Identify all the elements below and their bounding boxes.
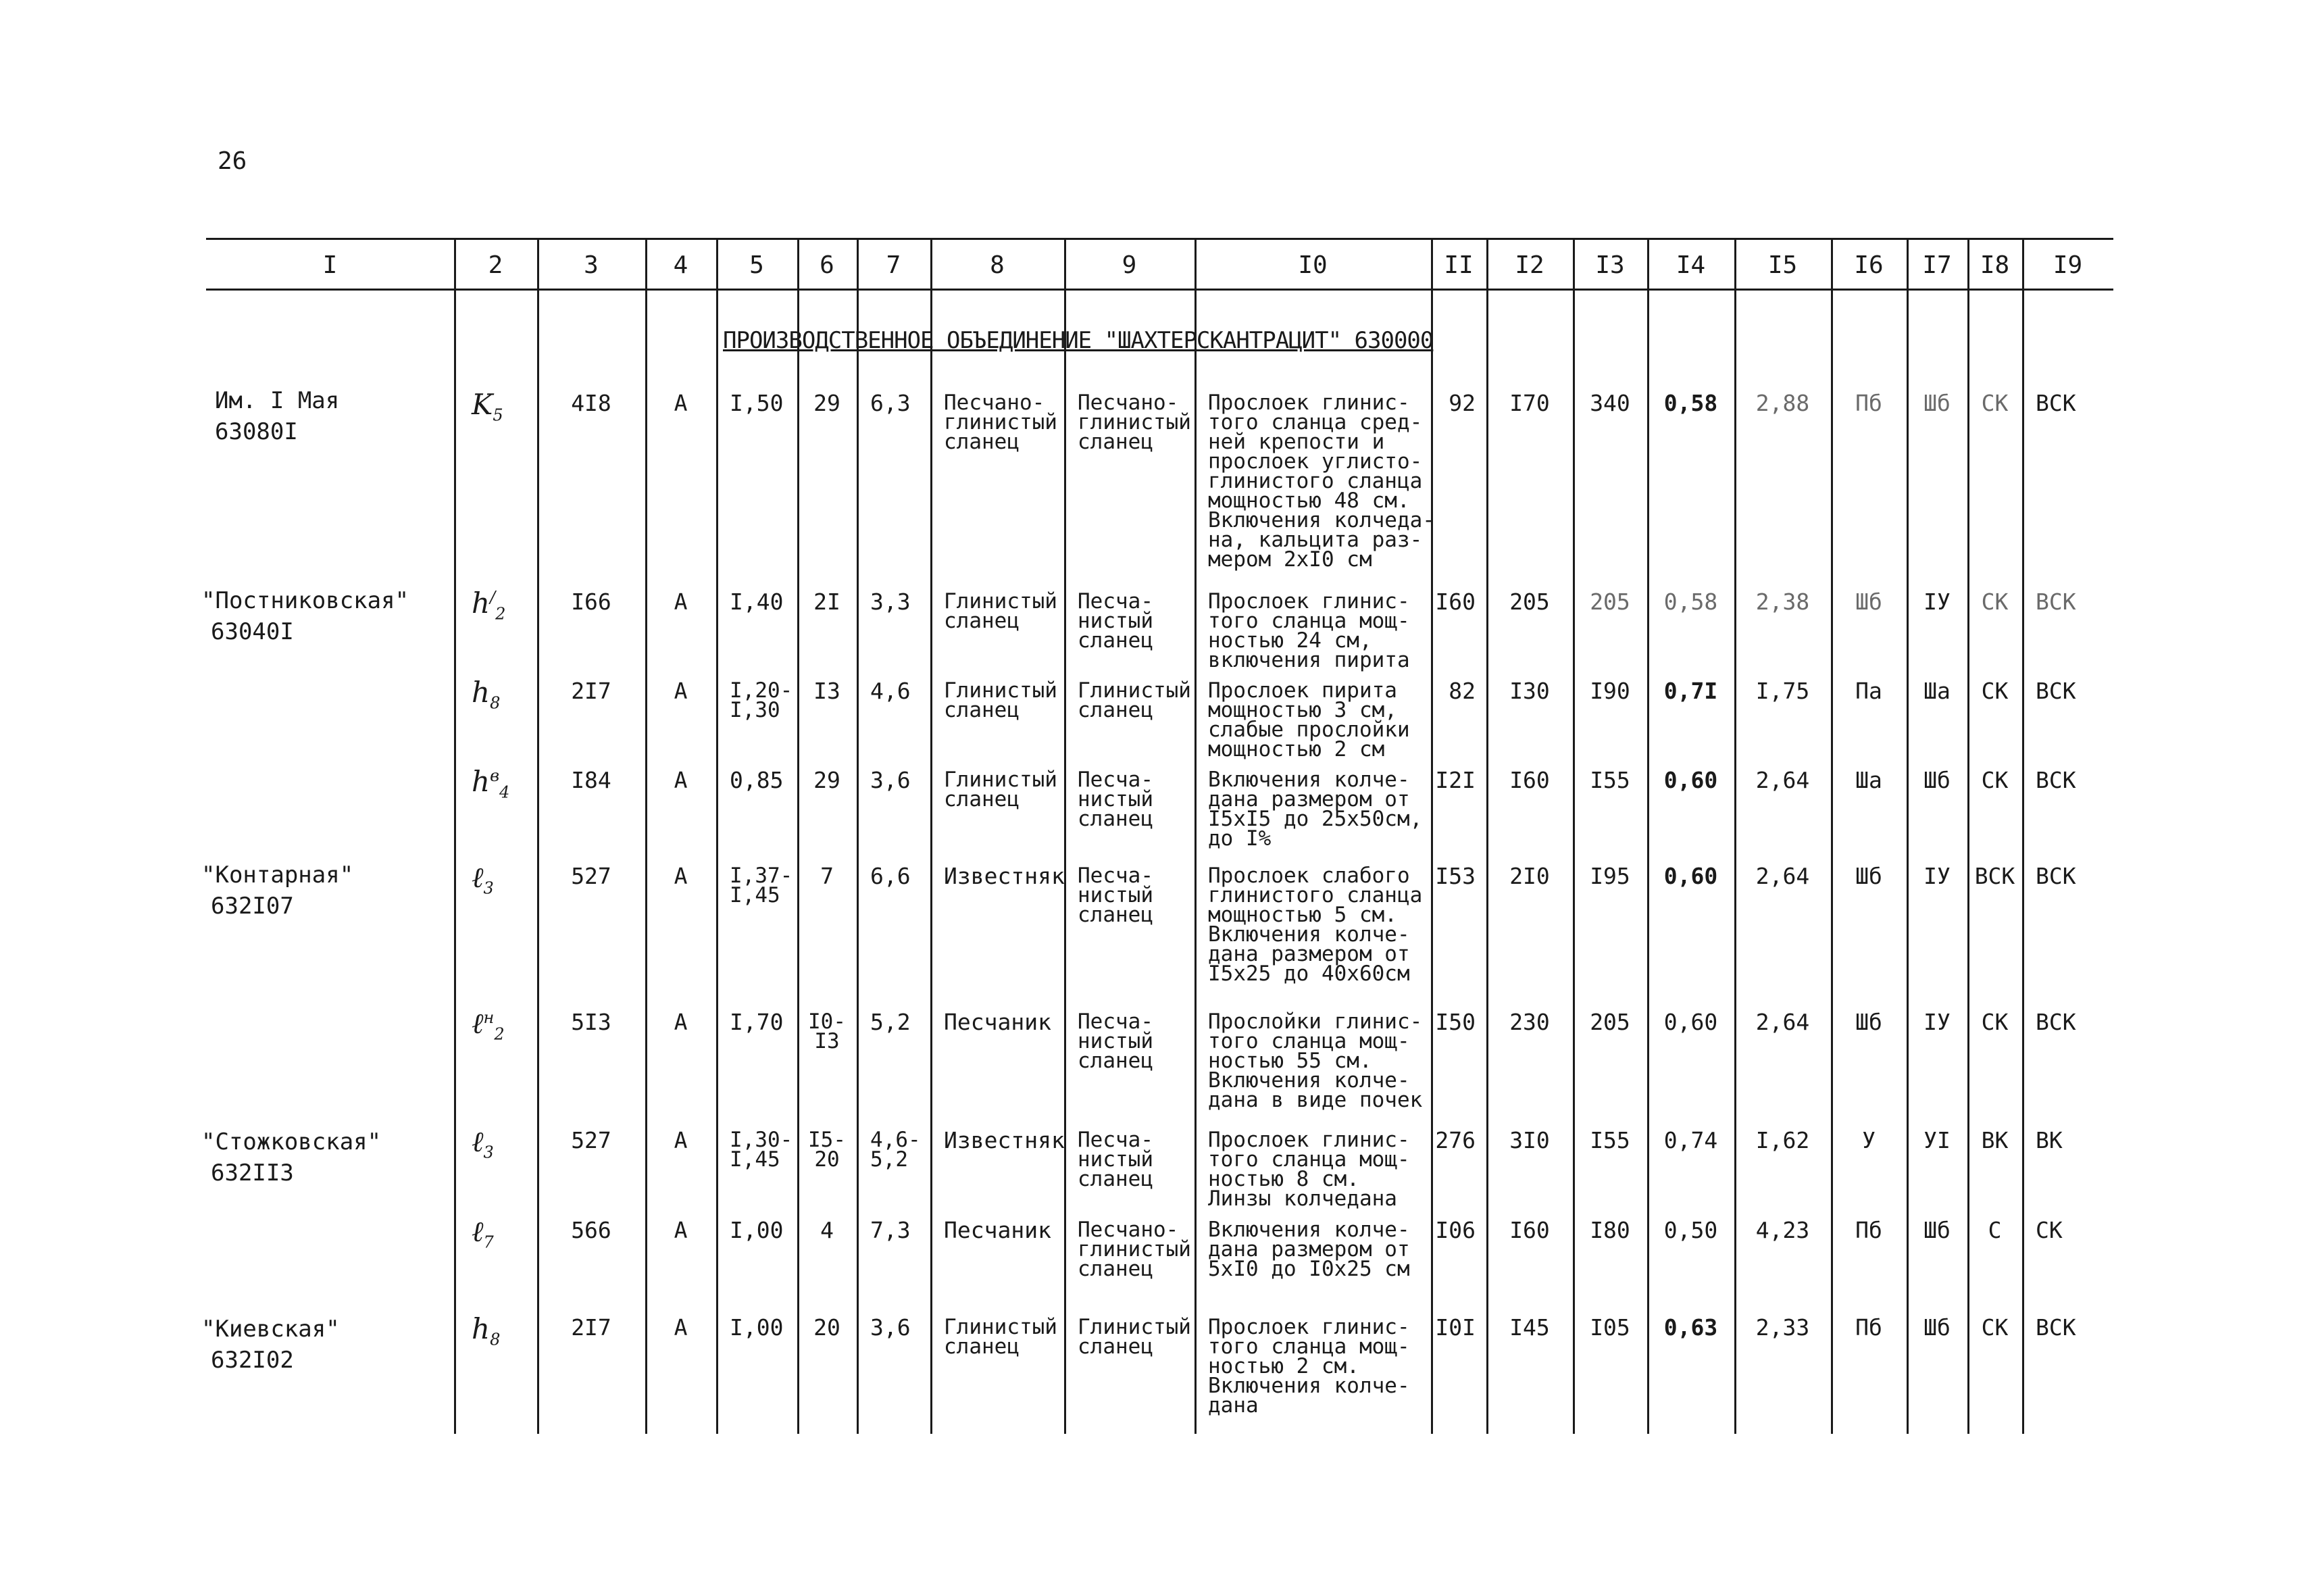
cell-c10: Включения колче- дана размером от 5хI0 до I0х25 см [1208,1218,1410,1281]
column-header: I6 [1854,251,1884,279]
column-rule [1486,238,1488,1434]
cell-c19: ВК [2036,1127,2063,1153]
cell-c11: I0I [1435,1314,1476,1341]
header-bottom-rule [206,289,2113,291]
cell-c12: 2I0 [1509,863,1550,889]
cell-c11: 82 [1449,678,1476,704]
cell-c10: Включения колче- дана размером от I5хI5 до 25х50см, до I% [1208,768,1423,851]
cell-c16: Шб [1855,1009,1882,1035]
cell-c17: УI [1923,1127,1951,1153]
cell-c19: ВСК [2036,1314,2076,1341]
cell-c15: 4,23 [1755,1217,1810,1243]
cell-c5: I,00 [730,1217,784,1243]
cell-c10: Прослоек глинис- того сланца мощ- ностью 24 см, включения пирита [1208,589,1410,672]
cell-c3: 2I7 [571,1314,611,1341]
cell-c14: 0,60 [1663,767,1718,793]
cell-c17: Шб [1923,1314,1951,1341]
cell-c12: I45 [1509,1314,1550,1341]
cell-c3: 527 [571,1127,611,1153]
cell-c17: Шб [1923,1217,1951,1243]
column-rule [1967,238,1969,1434]
cell-c16: Шб [1855,863,1882,889]
cell-c10: Прослоек пирита мощностью 3 см, слабые прослойки мощностью 2 см [1208,678,1410,762]
cell-c12: 205 [1509,589,1550,615]
cell-c11: 92 [1449,390,1476,416]
cell-c13: 205 [1590,1009,1630,1035]
cell-c8: Глинистый сланец [944,1315,1057,1359]
mine-label [215,385,339,447]
column-rule [454,238,456,1434]
cell-c9: Песча- нистый сланец [1078,768,1153,831]
cell-c16: Пб [1855,1314,1882,1341]
mine-name: "Постниковская" [201,587,409,614]
cell-c4: А [674,390,688,416]
cell-c9: Песчано- глинистый сланец [1078,1218,1191,1281]
cell-c7: 7,3 [870,1217,911,1243]
column-header: I9 [2053,251,2083,279]
cell-c18: СК [1981,1314,2009,1341]
cell-c13: I05 [1590,1314,1630,1341]
column-header: 4 [673,251,688,279]
cell-c18: СК [1981,678,2009,704]
cell-c4: А [674,589,688,615]
cell-c8: Глинистый сланец [944,768,1057,812]
column-header: I7 [1922,251,1952,279]
cell-c11: I2I [1435,767,1476,793]
cell-c17: Шб [1923,390,1951,416]
column-rule [716,238,718,1434]
mine-code: 632I02 [211,1347,294,1374]
column-rule [1647,238,1649,1434]
cell-c11: I60 [1435,589,1476,615]
mine-label [201,1126,381,1189]
column-rule [1194,238,1197,1434]
cell-c15: I,62 [1755,1127,1810,1153]
cell-c4: А [674,767,688,793]
cell-c5: I,70 [730,1009,784,1035]
cell-c7: 3,3 [870,589,911,615]
column-rule [2022,238,2024,1434]
seam-symbol: ℓ$^н_2$ [472,1007,505,1044]
cell-c14: 0,58 [1663,390,1718,416]
mine-code: 632I07 [211,893,294,920]
mine-name: "Контарная" [201,862,354,889]
mine-code: 632II3 [211,1159,294,1187]
mine-label [201,859,353,922]
cell-c5: I,40 [730,589,784,615]
column-header: I [322,251,338,279]
column-header: I3 [1595,251,1625,279]
cell-c3: 5I3 [571,1009,611,1035]
cell-c5: I,37- I,45 [730,864,793,907]
cell-c13: I55 [1590,767,1630,793]
cell-c15: 2,64 [1755,863,1810,889]
cell-c16: Па [1855,678,1882,704]
mine-name: "Киевская" [201,1316,340,1343]
cell-c19: ВСК [2036,1009,2076,1035]
cell-c18: СК [1981,589,2009,615]
cell-c7: 5,2 [870,1009,911,1035]
cell-c15: 2,64 [1755,1009,1810,1035]
column-rule [857,238,859,1434]
cell-c15: I,75 [1755,678,1810,704]
cell-c9: Песча- нистый сланец [1078,864,1153,927]
cell-c6: 4 [820,1217,834,1243]
column-header: 5 [749,251,764,279]
column-rule [1831,238,1833,1434]
seam-symbol: $h_8$ [472,676,501,713]
column-header: 8 [990,251,1005,279]
organization-title: ПРОИЗВОДСТВЕННОЕ ОБЪЕДИНЕНИЕ "ШАХТЕРСКАНТРАЦИТ" 630000 [723,327,1434,354]
cell-c13: I90 [1590,678,1630,704]
column-rule [1907,238,1909,1434]
cell-c6: 20 [813,1314,840,1341]
cell-c8: Глинистый сланец [944,589,1057,633]
cell-c15: 2,88 [1755,390,1810,416]
cell-c6: I3 [813,678,840,704]
cell-c18: С [1988,1217,2002,1243]
cell-c13: 205 [1590,589,1630,615]
cell-c12: I60 [1509,1217,1550,1243]
cell-c10: Прослойки глинис- того сланца мощ- ностью 55 см. Включения колче- дана в виде почек [1208,1009,1423,1112]
cell-c14: 0,60 [1663,863,1718,889]
mine-label [201,585,409,647]
cell-c4: А [674,863,688,889]
cell-c19: ВСК [2036,589,2076,615]
column-header: 6 [820,251,834,279]
cell-c18: СК [1981,1009,2009,1035]
cell-c17: IУ [1923,589,1951,615]
seam-symbol: $h^в_4$ [472,765,510,802]
seam-symbol: ℓ$_7$ [472,1215,494,1252]
column-header: II [1444,251,1474,279]
mine-label [201,1314,340,1376]
column-rule [930,238,932,1434]
cell-c8: Песчано- глинистый сланец [944,391,1057,454]
column-header: 3 [584,251,599,279]
seam-symbol: $K_5$ [472,388,503,425]
header-top-rule [206,238,2113,240]
cell-c17: Шб [1923,767,1951,793]
cell-c3: I66 [571,589,611,615]
cell-c16: Ша [1855,767,1882,793]
cell-c7: 4,6- 5,2 [870,1128,921,1172]
column-rule [1064,238,1066,1434]
cell-c4: А [674,1314,688,1341]
cell-c12: I30 [1509,678,1550,704]
cell-c6: 29 [813,390,840,416]
cell-c7: 6,3 [870,390,911,416]
cell-c13: 340 [1590,390,1630,416]
cell-c14: 0,63 [1663,1314,1718,1341]
cell-c3: 566 [571,1217,611,1243]
cell-c7: 3,6 [870,767,911,793]
cell-c16: Пб [1855,1217,1882,1243]
cell-c16: Шб [1855,589,1882,615]
cell-c8: Известняк [944,863,1065,889]
cell-c19: ВСК [2036,390,2076,416]
cell-c12: 230 [1509,1009,1550,1035]
cell-c6: 29 [813,767,840,793]
cell-c5: I,50 [730,390,784,416]
cell-c16: У [1862,1127,1876,1153]
column-header: I4 [1676,251,1706,279]
column-header: 2 [488,251,503,279]
cell-c5: I,00 [730,1314,784,1341]
cell-c5: I,20- I,30 [730,678,793,722]
cell-c3: 4I8 [571,390,611,416]
cell-c9: Песча- нистый сланец [1078,1128,1153,1191]
cell-c12: 3I0 [1509,1127,1550,1153]
cell-c6: I5- 20 [808,1128,846,1172]
cell-c14: 0,74 [1663,1127,1718,1153]
cell-c8: Глинистый сланец [944,678,1057,722]
cell-c13: I55 [1590,1127,1630,1153]
cell-c9: Песча- нистый сланец [1078,589,1153,653]
cell-c4: А [674,1009,688,1035]
cell-c13: I95 [1590,863,1630,889]
cell-c8: Известняк [944,1127,1065,1153]
seam-symbol: ℓ$_3$ [472,1125,494,1162]
seam-symbol: $h^/_2$ [472,587,506,624]
cell-c7: 4,6 [870,678,911,704]
cell-c10: Прослоек глинис- того сланца сред- ней крепости и прослоек углисто- глинистого сланца мощностью 48 см. Включения колчеда- на, кальцита раз- мером 2хI0 см [1208,391,1435,572]
cell-c14: 0,50 [1663,1217,1718,1243]
cell-c10: Прослоек слабого глинистого сланца мощностью 5 см. Включения колче- дана размером от I5х25 до 40х60см [1208,864,1423,986]
cell-c16: Пб [1855,390,1882,416]
cell-c11: I50 [1435,1009,1476,1035]
cell-c11: I06 [1435,1217,1476,1243]
cell-c17: Ша [1923,678,1951,704]
cell-c14: 0,60 [1663,1009,1718,1035]
cell-c5: 0,85 [730,767,784,793]
cell-c14: 0,58 [1663,589,1718,615]
cell-c19: ВСК [2036,678,2076,704]
cell-c15: 2,38 [1755,589,1810,615]
cell-c3: 2I7 [571,678,611,704]
cell-c18: ВСК [1974,863,2015,889]
cell-c5: I,30- I,45 [730,1128,793,1172]
column-header: 7 [886,251,901,279]
cell-c11: I53 [1435,863,1476,889]
column-rule [537,238,539,1434]
column-rule [1734,238,1736,1434]
cell-c11: 276 [1435,1127,1476,1153]
column-rule [797,238,799,1434]
mine-name: Им. I Мая [215,387,340,414]
cell-c9: Песча- нистый сланец [1078,1009,1153,1073]
column-header: I5 [1767,251,1798,279]
cell-c10: Прослоек глинис- того сланца мощ- ностью 8 см. Линзы колчедана [1208,1128,1410,1211]
cell-c19: ВСК [2036,863,2076,889]
cell-c14: 0,7I [1663,678,1718,704]
cell-c12: I70 [1509,390,1550,416]
mine-code: 63080I [215,418,298,445]
page-number: 26 [218,147,247,175]
cell-c9: Глинистый сланец [1078,1315,1191,1359]
cell-c7: 3,6 [870,1314,911,1341]
cell-c6: 2I [813,589,840,615]
cell-c18: СК [1981,390,2009,416]
cell-c12: I60 [1509,767,1550,793]
cell-c3: I84 [571,767,611,793]
cell-c18: СК [1981,767,2009,793]
column-header: I8 [1980,251,2010,279]
cell-c15: 2,33 [1755,1314,1810,1341]
column-header: I0 [1298,251,1328,279]
cell-c7: 6,6 [870,863,911,889]
cell-c19: ВСК [2036,767,2076,793]
cell-c17: IУ [1923,863,1951,889]
cell-c6: I0- I3 [808,1009,846,1053]
cell-c6: 7 [820,863,834,889]
cell-c13: I80 [1590,1217,1630,1243]
cell-c8: Песчаник [944,1217,1051,1243]
cell-c3: 527 [571,863,611,889]
column-header: 9 [1122,251,1137,279]
column-header: I2 [1515,251,1544,279]
cell-c4: А [674,678,688,704]
mine-code: 63040I [211,618,294,645]
column-rule [645,238,647,1434]
cell-c9: Глинистый сланец [1078,678,1191,722]
mine-name: "Стожковская" [201,1128,382,1155]
cell-c9: Песчано- глинистый сланец [1078,391,1191,454]
cell-c19: СК [2036,1217,2063,1243]
cell-c17: IУ [1923,1009,1951,1035]
cell-c15: 2,64 [1755,767,1810,793]
column-rule [1573,238,1575,1434]
cell-c10: Прослоек глинис- того сланца мощ- ностью 2 см. Включения колче- дана [1208,1315,1410,1418]
cell-c4: А [674,1217,688,1243]
seam-symbol: $h_8$ [472,1312,501,1349]
cell-c8: Песчаник [944,1009,1051,1035]
cell-c4: А [674,1127,688,1153]
seam-symbol: ℓ$_3$ [472,861,494,898]
cell-c18: ВК [1981,1127,2009,1153]
